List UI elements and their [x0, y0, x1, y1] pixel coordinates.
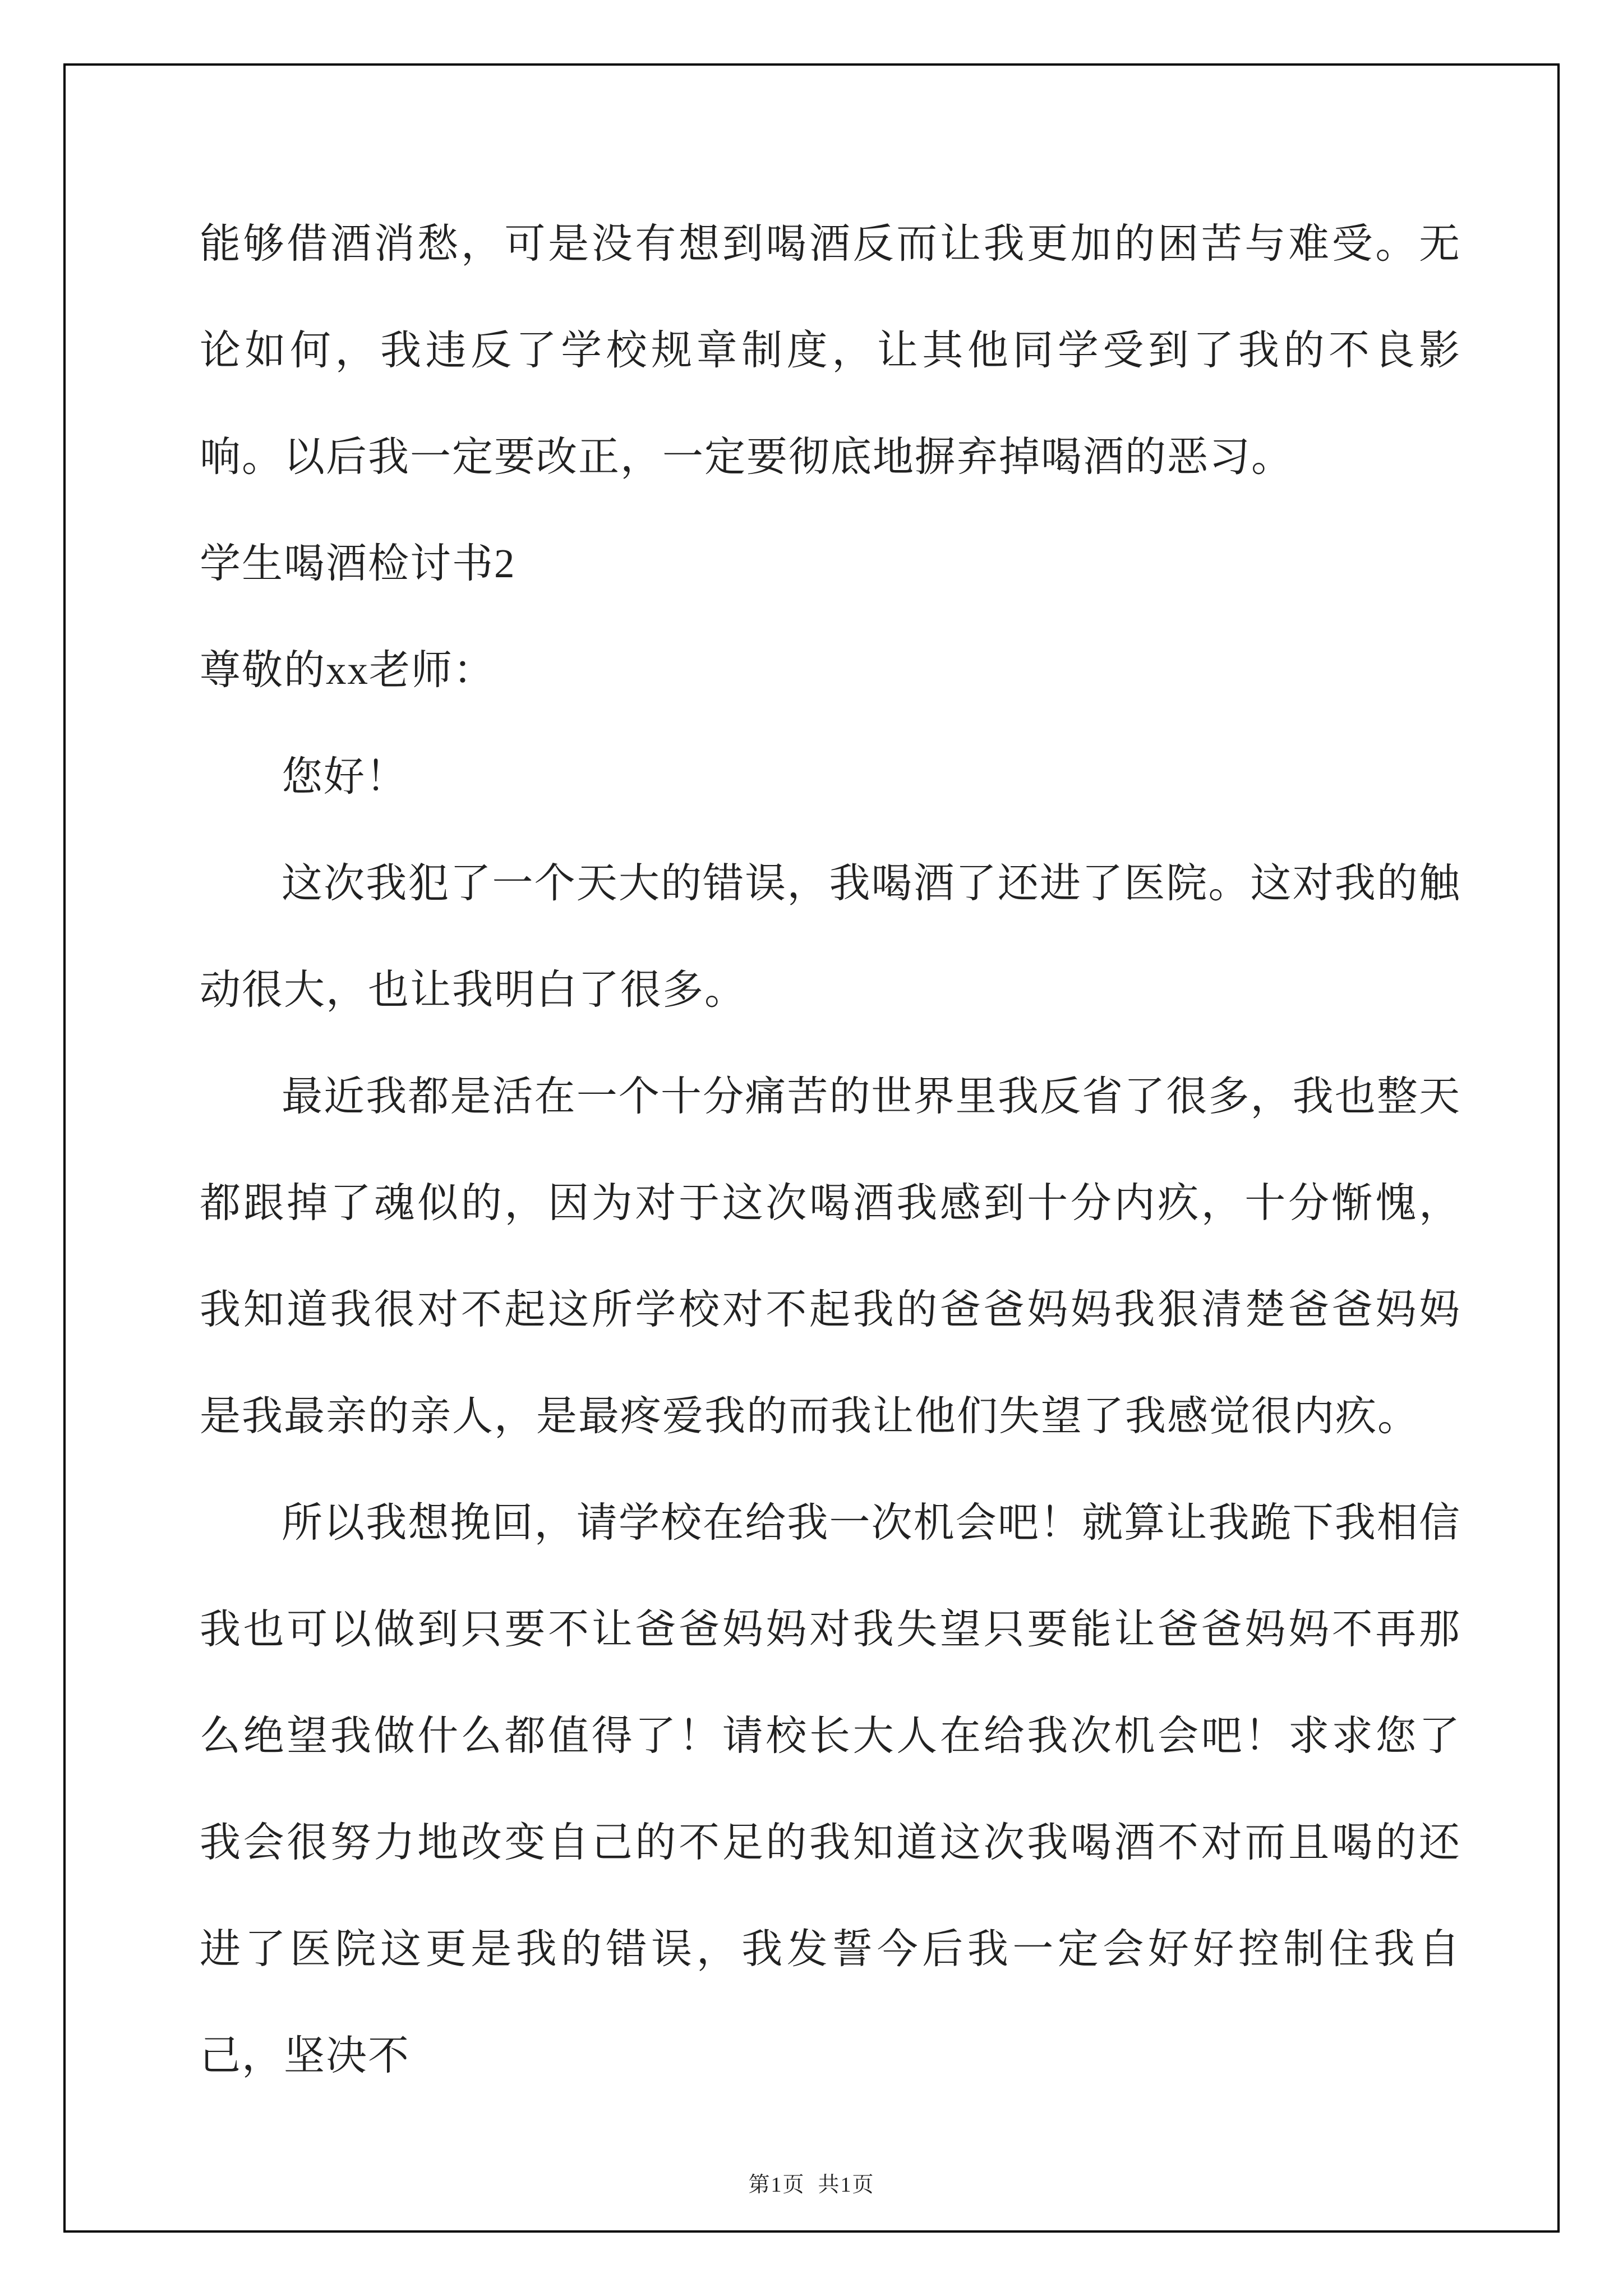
page-footer: [66, 2167, 1557, 2198]
document-body: [200, 191, 1461, 2109]
paragraph: 尊敬的xx老师：: [200, 647, 495, 693]
page-number: 第1页 共1页: [748, 2173, 875, 2197]
paragraph: 所以我想挽回，请学校在给我一次机会吧！就算让我跪下我相信我也可以做到只要不让爸爸妈妈对我失望只要能让爸爸妈妈不再那么绝望我做什么都值得了！请校长大人在给我次机会吧！求求您了我会很努力地改变自己的不足的我知道这次我喝酒不对而且喝的还进了医院这更是我的错误，我发誓今后我一定会好好控制住我自己，坚决不: [200, 1500, 1461, 2078]
paragraph: 学生喝酒检讨书2: [200, 541, 516, 586]
paragraph: 这次我犯了一个天大的错误，我喝酒了还进了医院。这对我的触动很大，也让我明白了很多。: [200, 861, 1461, 1013]
paragraph: 您好！: [282, 754, 408, 799]
page-border-frame: [63, 63, 1560, 2233]
paragraph: 能够借酒消愁，可是没有想到喝酒反而让我更加的困苦与难受。无论如何，我违反了学校规章制度，让其他同学受到了我的不良影响。以后我一定要改正，一定要彻底地摒弃掉喝酒的恶习。: [200, 221, 1461, 480]
paragraph: 最近我都是活在一个十分痛苦的世界里我反省了很多，我也整天都跟掉了魂似的，因为对于这次喝酒我感到十分内疚，十分惭愧，我知道我很对不起这所学校对不起我的爸爸妈妈我狠清楚爸爸妈妈是我最亲的亲人，是最疼爱我的而我让他们失望了我感觉很内疚。: [200, 1074, 1461, 1439]
